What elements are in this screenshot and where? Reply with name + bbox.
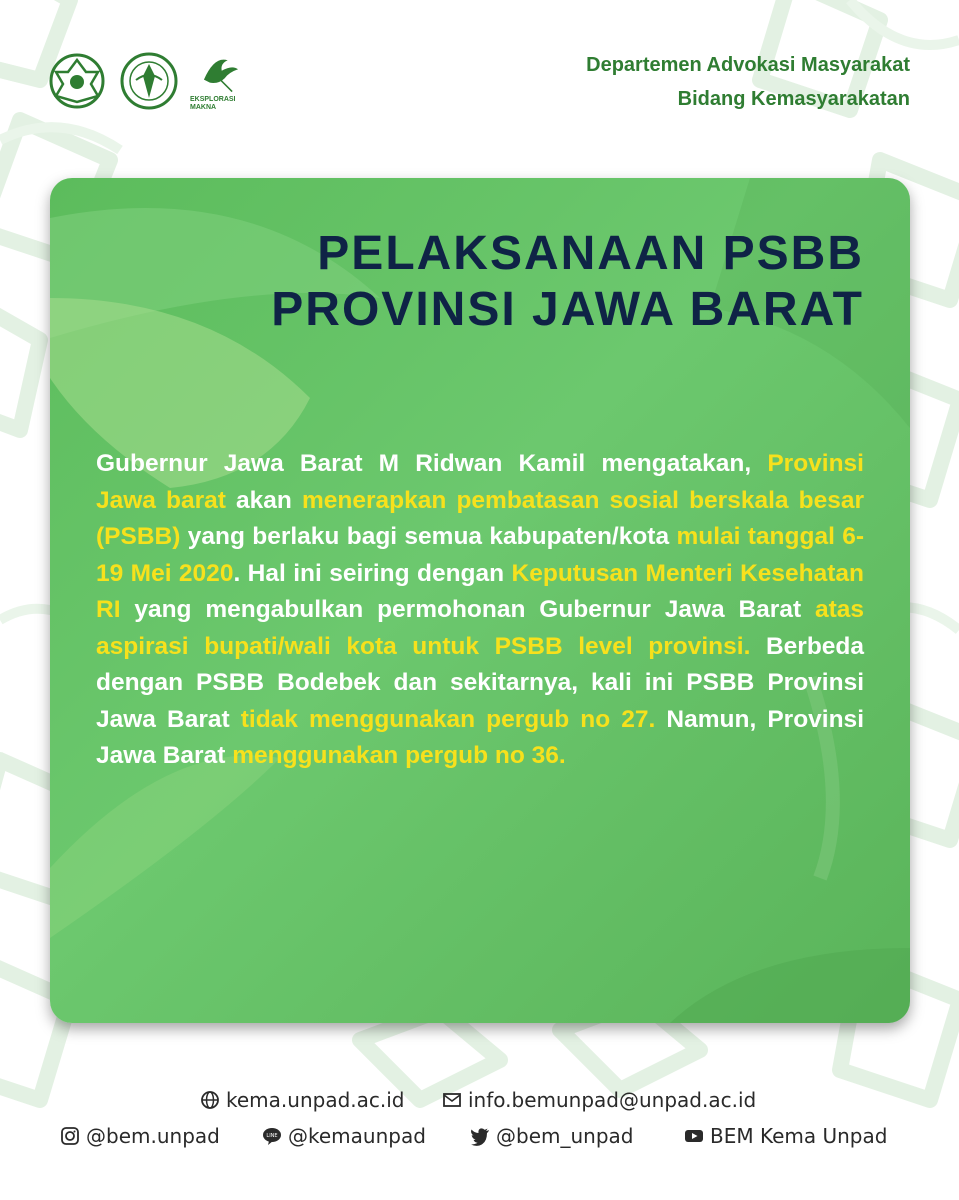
- division-name: Bidang Kemasyarakatan: [677, 88, 910, 110]
- body-text-segment: yang mengabulkan permohonan Gubernur Jawa Barat: [120, 596, 815, 623]
- body-text-segment: Namun, Provinsi Jawa Barat: [96, 705, 864, 769]
- highlighted-text: Provinsi Jawa barat: [96, 450, 864, 514]
- body-text-segment: Gubernur Jawa Barat M Ridwan Kamil mengatakan,: [96, 450, 768, 477]
- twitter-text: @bem_unpad: [496, 1124, 634, 1148]
- title-line-2: PROVINSI JAWA BARAT: [271, 283, 864, 336]
- content-card: [50, 178, 910, 1023]
- youtube-icon: [684, 1126, 704, 1146]
- body-text-segment: . Hal ini seiring dengan: [233, 559, 512, 587]
- unpad-logo: [46, 50, 108, 112]
- highlighted-text: menggunakan pergub no 36.: [232, 742, 566, 769]
- article-body: [96, 446, 864, 775]
- body-text-segment: Berbeda dengan PSBB Bodebek dan sekitarnya, kali ini PSBB Provinsi Jawa Barat: [96, 632, 865, 733]
- instagram-link[interactable]: [60, 1124, 220, 1148]
- logo-group: [46, 50, 252, 112]
- body-text-segment: yang berlaku bagi semua kabupaten/kota: [180, 523, 677, 550]
- website-text: kema.unpad.ac.id: [226, 1088, 405, 1112]
- line-link[interactable]: [262, 1124, 426, 1148]
- twitter-icon: [470, 1126, 490, 1146]
- line-text: @kemaunpad: [288, 1124, 426, 1148]
- twitter-link[interactable]: [470, 1124, 633, 1148]
- email-text: info.bemunpad@unpad.ac.id: [468, 1088, 757, 1112]
- page-title: [271, 226, 864, 338]
- highlighted-text: tidak menggunakan pergub no 27.: [240, 705, 656, 733]
- department-name: Departemen Advokasi Masyarakat: [586, 54, 910, 76]
- eksplorasi-makna-logo: [190, 50, 252, 112]
- bem-kema-logo: [118, 50, 180, 112]
- department-heading: [586, 48, 910, 116]
- mail-icon: [442, 1090, 462, 1110]
- highlighted-text: atas aspirasi bupati/wali kota untuk PSBB level provinsi.: [96, 596, 864, 660]
- email-link[interactable]: [442, 1088, 756, 1112]
- svg-text:LINE: LINE: [266, 1133, 278, 1139]
- globe-icon: [200, 1090, 220, 1110]
- highlighted-text: Keputusan Menteri Kesehatan RI: [96, 559, 865, 623]
- highlighted-text: mulai tanggal 6-19 Mei 2020: [96, 523, 864, 587]
- instagram-text: @bem.unpad: [86, 1124, 220, 1148]
- eksplorasi-makna-text: EKSPLORASI MAKNA: [190, 96, 236, 111]
- title-line-1: PELAKSANAAN PSBB: [317, 227, 864, 280]
- phoenix-icon: [190, 50, 252, 96]
- highlighted-text: menerapkan pembatasan sosial berskala besar (PSBB): [96, 486, 864, 550]
- line-app-icon: [262, 1126, 282, 1146]
- website-link[interactable]: [200, 1088, 405, 1112]
- body-text-segment: akan: [225, 486, 302, 514]
- youtube-link[interactable]: [684, 1124, 887, 1148]
- instagram-icon: [60, 1126, 80, 1146]
- youtube-text: BEM Kema Unpad: [710, 1124, 888, 1148]
